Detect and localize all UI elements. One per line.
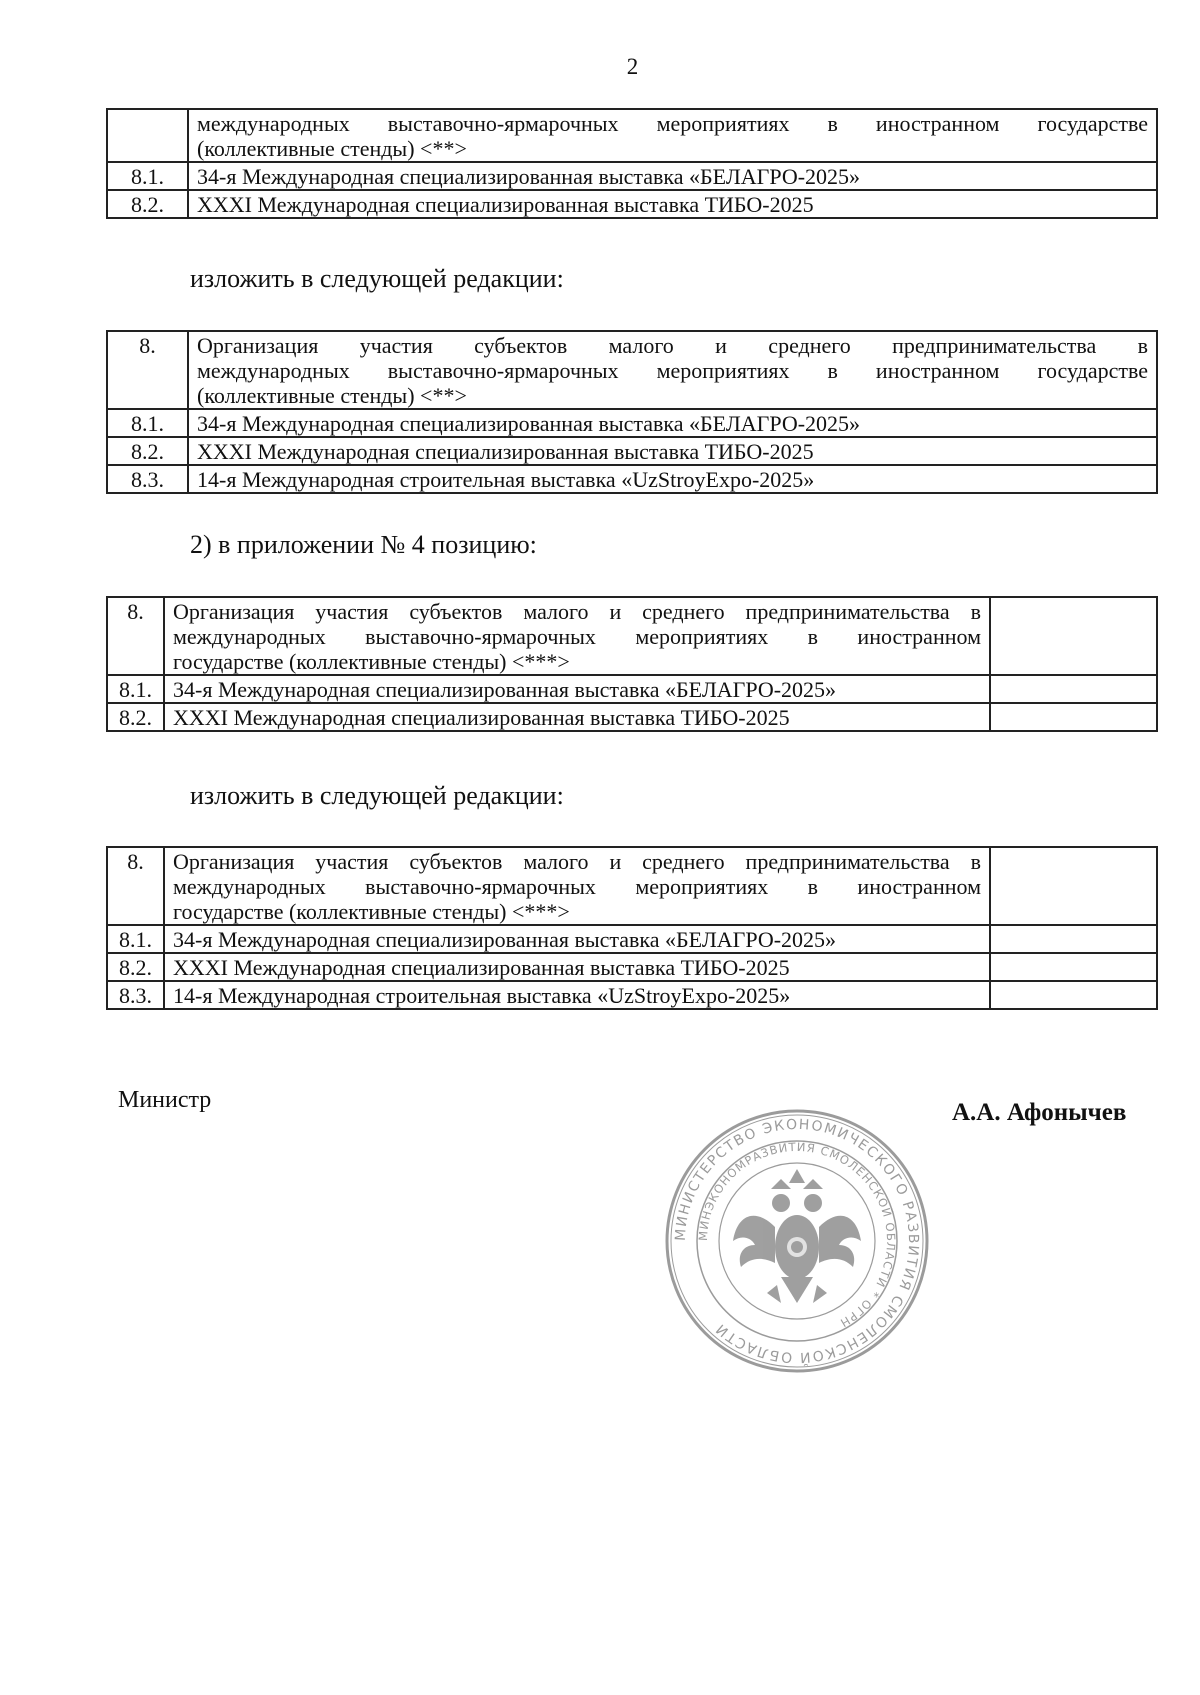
row-text: 34-я Международная специализированная выставка «БЕЛАГРО-2025» — [164, 925, 990, 953]
page-number: 2 — [626, 54, 639, 79]
table-new-position-app3 — [106, 330, 1158, 494]
table-row — [107, 162, 1157, 190]
row-text: 34-я Международная специализированная выставка «БЕЛАГРО-2025» — [188, 162, 1157, 190]
empty-cell — [990, 847, 1157, 925]
instruction-paragraph: изложить в следующей редакции: — [190, 781, 564, 810]
signature-title: Министр — [118, 1087, 212, 1113]
empty-cell — [990, 675, 1157, 703]
row-text: XXXI Международная специализированная выставка ТИБО-2025 — [164, 953, 990, 981]
table-original-position-app3 — [106, 108, 1158, 219]
table-row — [107, 675, 1157, 703]
header-line: (коллективные стенды) <**> — [197, 136, 467, 161]
table-row — [107, 409, 1157, 437]
empty-cell — [990, 953, 1157, 981]
table-row — [107, 953, 1157, 981]
table-new-position-app4 — [106, 846, 1158, 1010]
table-row — [107, 703, 1157, 731]
table-row — [107, 981, 1157, 1009]
table-row — [107, 465, 1157, 493]
eagle-emblem-icon — [733, 1169, 861, 1303]
row-number: 8. — [107, 847, 164, 925]
empty-cell — [990, 981, 1157, 1009]
instruction-paragraph: изложить в следующей редакции: — [190, 264, 564, 293]
row-number: 8. — [107, 331, 188, 409]
signature-name: А.А. Афонычев — [952, 1099, 1127, 1126]
header-line: Организация участия субъектов малого и среднего предпринимательства в — [197, 333, 1148, 358]
header-line: Организация участия субъектов малого и среднего предпринимательства в — [173, 599, 981, 624]
row-number: 8.2. — [107, 703, 164, 731]
table-row — [107, 925, 1157, 953]
row-text — [164, 597, 990, 675]
row-number: 8.1. — [107, 162, 188, 190]
header-line: (коллективные стенды) <**> — [197, 383, 467, 408]
instruction-paragraph: 2) в приложении № 4 позицию: — [190, 530, 537, 559]
table-row-header — [107, 847, 1157, 925]
table-original-position-app4 — [106, 596, 1158, 732]
table-row-header — [107, 331, 1157, 409]
empty-cell — [990, 703, 1157, 731]
row-number — [107, 109, 188, 162]
table-row-header — [107, 597, 1157, 675]
empty-cell — [990, 597, 1157, 675]
table-row-header — [107, 109, 1157, 162]
header-line: государстве (коллективные стенды) <***> — [173, 649, 570, 674]
row-text: XXXI Международная специализированная выставка ТИБО-2025 — [164, 703, 990, 731]
row-number: 8.1. — [107, 409, 188, 437]
header-line: государстве (коллективные стенды) <***> — [173, 899, 570, 924]
row-text: 14-я Международная строительная выставка «UzStroyExpo-2025» — [164, 981, 990, 1009]
header-line: Организация участия субъектов малого и среднего предпринимательства в — [173, 849, 981, 874]
seal-outer-text: МИНИСТЕРСТВО ЭКОНОМИЧЕСКОГО РАЗВИТИЯ СМОЛЕНСКОЙ ОБЛАСТИ — [672, 1116, 922, 1366]
row-text: 34-я Международная специализированная выставка «БЕЛАГРО-2025» — [188, 409, 1157, 437]
row-text: XXXI Международная специализированная выставка ТИБО-2025 — [188, 190, 1157, 218]
header-line: международных выставочно-ярмарочных мероприятиях в иностранном государстве — [197, 358, 1148, 383]
row-text — [188, 109, 1157, 162]
row-number: 8.2. — [107, 953, 164, 981]
table-row — [107, 437, 1157, 465]
header-line: международных выставочно-ярмарочных мероприятиях в иностранном государстве — [197, 111, 1148, 136]
row-text: XXXI Международная специализированная выставка ТИБО-2025 — [188, 437, 1157, 465]
row-number: 8.3. — [107, 465, 188, 493]
row-number: 8.2. — [107, 190, 188, 218]
header-line: международных выставочно-ярмарочных мероприятиях в иностранном — [173, 874, 981, 899]
row-number: 8.2. — [107, 437, 188, 465]
row-number: 8. — [107, 597, 164, 675]
seal-inner-text: МИНЭКОНОМРАЗВИТИЯ СМОЛЕНСКОЙ ОБЛАСТИ * ОГРН — [695, 1139, 899, 1331]
table-row — [107, 190, 1157, 218]
row-text: 34-я Международная специализированная выставка «БЕЛАГРО-2025» — [164, 675, 990, 703]
empty-cell — [990, 925, 1157, 953]
row-number: 8.1. — [107, 925, 164, 953]
row-text — [188, 331, 1157, 409]
row-number: 8.3. — [107, 981, 164, 1009]
official-seal-icon — [663, 1107, 931, 1375]
header-line: международных выставочно-ярмарочных мероприятиях в иностранном — [173, 624, 981, 649]
row-text — [164, 847, 990, 925]
row-text: 14-я Международная строительная выставка «UzStroyExpo-2025» — [188, 465, 1157, 493]
row-number: 8.1. — [107, 675, 164, 703]
